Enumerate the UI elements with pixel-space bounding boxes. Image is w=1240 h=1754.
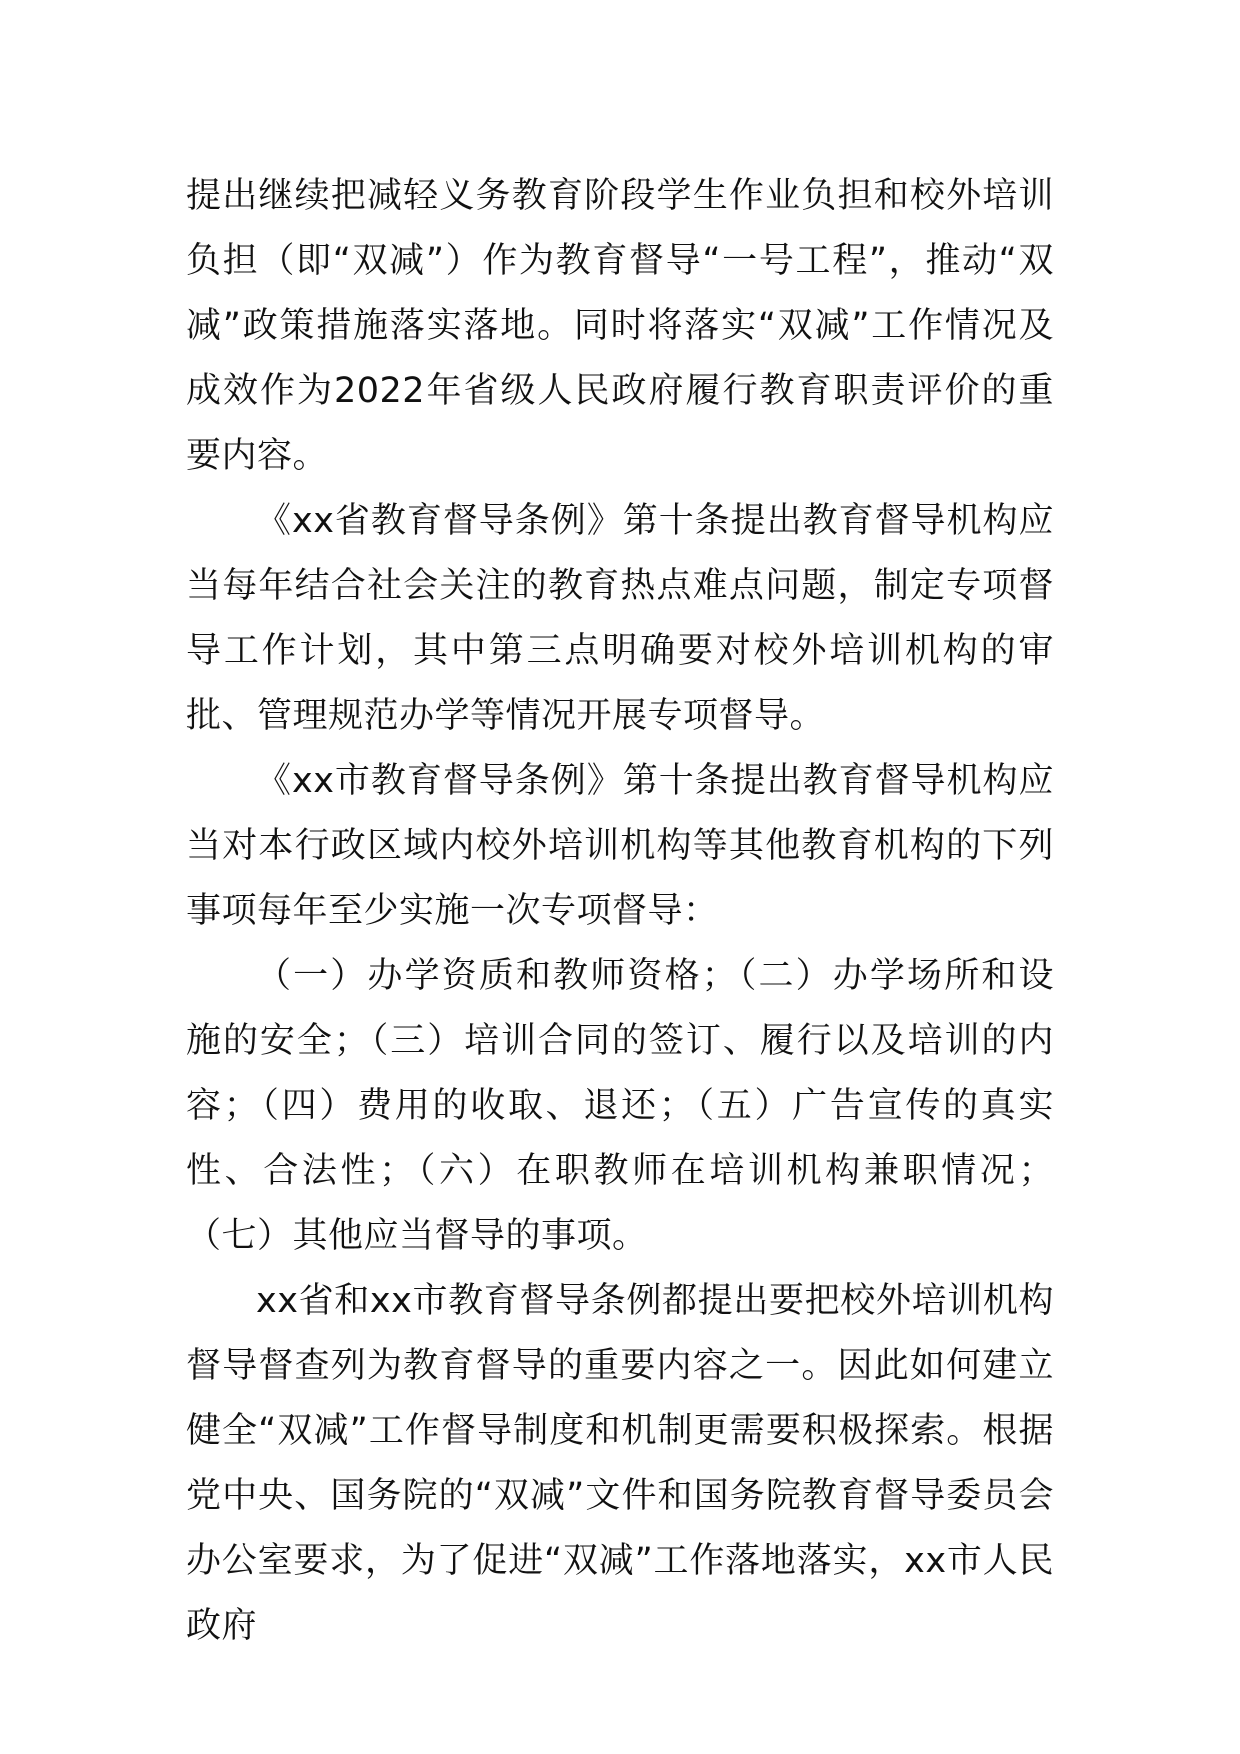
paragraph-provincial-regulation: 《xx省教育督导条例》第十条提出教育督导机构应当每年结合社会关注的教育热点难点问题，制定专项督导工作计划，其中第三点明确要对校外培训机构的审批、管理规范办学等情况开展专项督导。 — [186, 501, 1054, 736]
paragraph-conclusion: xx省和xx市教育督导条例都提出要把校外培训机构督导督查列为教育督导的重要内容之一。因此如何建立健全“双减”工作督导制度和机制更需要积极探索。根据党中央、国务院的“双减”文件和国务院教育督导委员会办公室要求，为了促进“双减”工作落地落实，xx市人民政府 — [186, 1281, 1054, 1646]
paragraph-municipal-regulation: 《xx市教育督导条例》第十条提出教育督导机构应当对本行政区域内校外培训机构等其他教育机构的下列事项每年至少实施一次专项督导： — [186, 761, 1054, 931]
document-body — [186, 164, 1054, 1659]
paragraph-intro: 提出继续把减轻义务教育阶段学生作业负担和校外培训负担（即“双减”）作为教育督导“一号工程”，推动“双减”政策措施落实落地。同时将落实“双减”工作情况及成效作为2022年省级人民政府履行教育职责评价的重要内容。 — [186, 176, 1054, 476]
paragraph-supervision-items: （一）办学资质和教师资格；（二）办学场所和设施的安全；（三）培训合同的签订、履行以及培训的内容；（四）费用的收取、退还；（五）广告宣传的真实性、合法性；（六）在职教师在培训机构兼职情况；（七）其他应当督导的事项。 — [186, 956, 1054, 1256]
